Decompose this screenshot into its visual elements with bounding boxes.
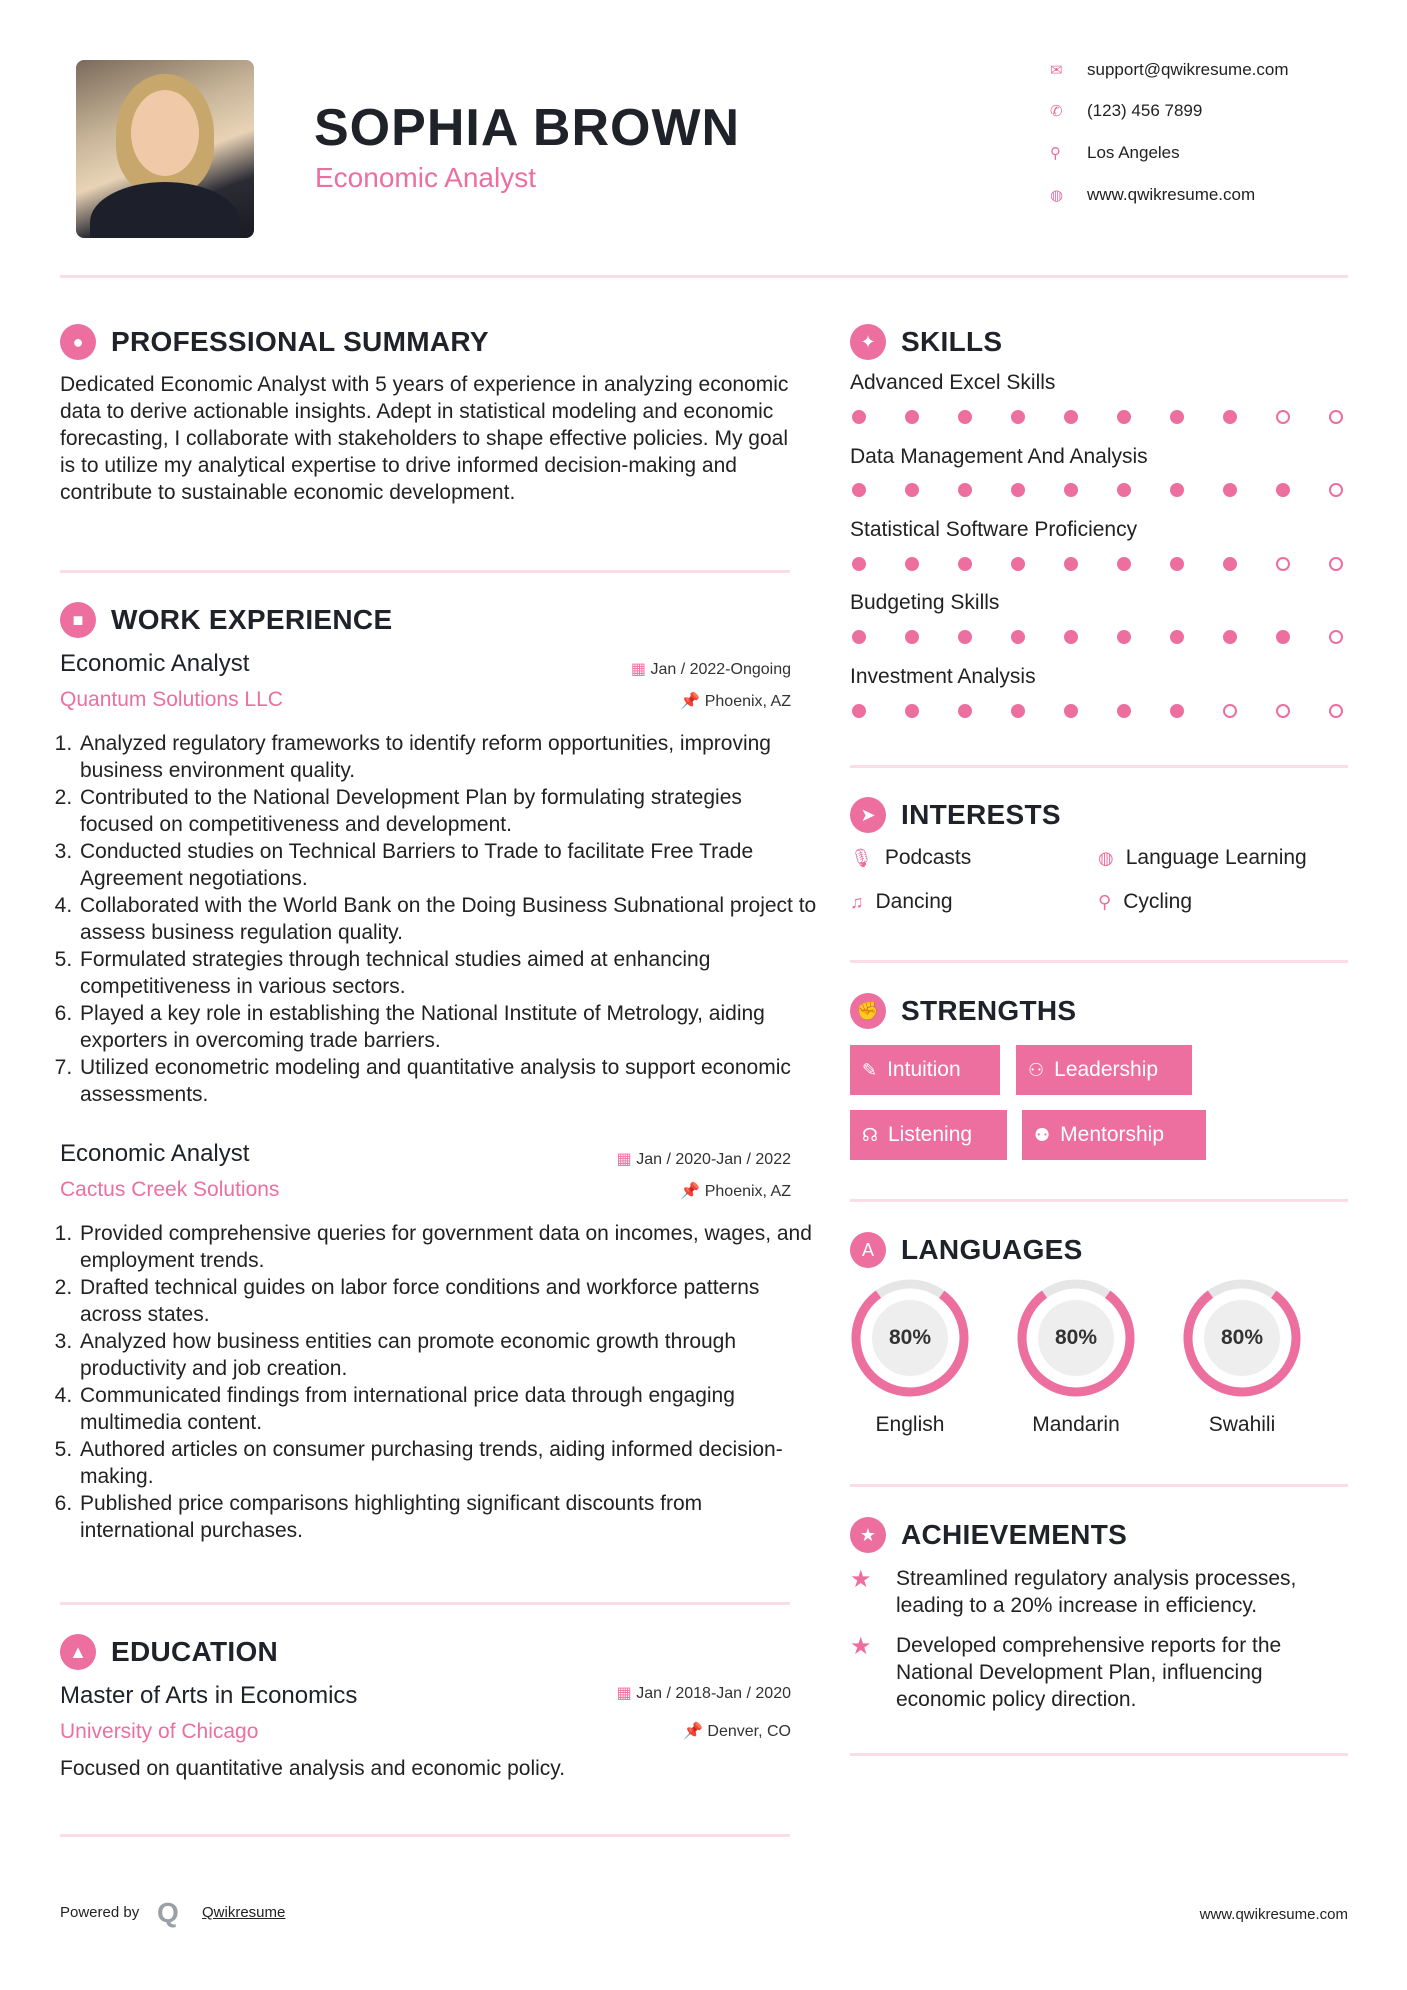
rating-dot-empty [1329, 704, 1343, 718]
person-icon: ● [60, 324, 96, 360]
rating-dot-filled [1170, 557, 1184, 571]
rating-dot-filled [1223, 630, 1237, 644]
star-badge-icon: ★ [850, 1517, 886, 1553]
phone-icon: ✆ [1050, 103, 1063, 120]
job-bullets [60, 1220, 818, 1544]
achievement-item: Streamlined regulatory analysis processes, leading to a 20% increase in efficiency. [896, 1567, 1297, 1617]
rating-dot-filled [905, 704, 919, 718]
rating-dot-filled [958, 557, 972, 571]
mail-icon: ✉ [1050, 62, 1063, 79]
achievements-divider [850, 1753, 1348, 1756]
header-divider [60, 275, 1348, 278]
rating-dot-filled [852, 410, 866, 424]
achievement-item: Developed comprehensive reports for the National Development Plan, influencing economic policy direction. [896, 1634, 1282, 1711]
job-title: Economic Analyst [60, 1140, 250, 1167]
strength-badge: ⚉ Mentorship [1022, 1110, 1206, 1160]
graduation-icon: ▲ [60, 1634, 96, 1670]
list-item: 7. Utilized econometric modeling and quantitative analysis to support economic assessments. [78, 1054, 818, 1108]
rating-dot-filled [905, 557, 919, 571]
interests-heading: INTERESTS [901, 799, 1061, 830]
candidate-title: Economic Analyst [315, 162, 536, 193]
achievements-heading: ACHIEVEMENTS [901, 1519, 1128, 1550]
rating-dot-filled [905, 483, 919, 497]
rating-dot-filled [958, 630, 972, 644]
magic-wand-icon: ✎ [862, 1060, 878, 1080]
strength-badge: ✎ Intuition [850, 1045, 1000, 1095]
rating-dot-filled [1011, 704, 1025, 718]
education-location: 📌 Denver, CO [683, 1723, 791, 1740]
experience-heading: WORK EXPERIENCE [111, 604, 393, 635]
experience-divider [60, 1602, 790, 1605]
interest-podcasts: 🎙 Podcasts [850, 846, 972, 869]
education-heading: EDUCATION [111, 1636, 279, 1667]
rating-dot-empty [1329, 630, 1343, 644]
lightbulb-icon: ✦ [850, 324, 886, 360]
job-company: Cactus Creek Solutions [60, 1178, 280, 1201]
rating-dot-filled [1011, 557, 1025, 571]
rating-dot-filled [1223, 557, 1237, 571]
languages-heading: LANGUAGES [901, 1234, 1083, 1265]
summary-text: Dedicated Economic Analyst with 5 years of experience in analyzing economic data to derive actionable insights. Adept in statistical modeling and economic forecasting, I collaborate with stakeholders to shape effective policies. My goal is to utilize my analytical expertise to drive informed decision-making and contribute to sustainable economic development. [60, 373, 789, 504]
rating-dot-empty [1276, 557, 1290, 571]
skills-divider [850, 765, 1348, 768]
language-percent: 80% [888, 1326, 932, 1349]
rating-dot-empty [1276, 704, 1290, 718]
rating-dot-filled [1064, 410, 1078, 424]
pin-icon: 📌 [680, 693, 705, 710]
footer-url[interactable]: www.qwikresume.com [1199, 1906, 1348, 1923]
rating-dot-filled [852, 704, 866, 718]
list-item: 3. Conducted studies on Technical Barriers to Trade to facilitate Free Trade Agreement negotiations. [78, 838, 818, 892]
rating-dot-filled [1117, 704, 1131, 718]
language-icon: A [850, 1232, 886, 1268]
skill-name: Advanced Excel Skills [850, 371, 1056, 394]
job-company: Quantum Solutions LLC [60, 688, 283, 711]
pin-icon: 📌 [683, 1723, 708, 1740]
rating-dot-filled [1064, 483, 1078, 497]
rating-dot-filled [905, 410, 919, 424]
rating-dot-filled [958, 483, 972, 497]
rating-dot-filled [1117, 410, 1131, 424]
bicycle-icon: ⚲ [1098, 892, 1112, 912]
rating-dot-filled [1011, 483, 1025, 497]
school-name: University of Chicago [60, 1720, 259, 1743]
education-description: Focused on quantitative analysis and economic policy. [60, 1757, 566, 1780]
job-dates: ▦ Jan / 2020-Jan / 2022 [616, 1151, 791, 1168]
summary-heading: PROFESSIONAL SUMMARY [111, 326, 489, 357]
list-item: 1. Analyzed regulatory frameworks to identify reform opportunities, improving business environment quality. [78, 730, 818, 784]
rating-dot-empty [1329, 410, 1343, 424]
rating-dot-filled [1117, 483, 1131, 497]
strengths-divider [850, 1199, 1348, 1202]
users-icon: ⚇ [1028, 1060, 1045, 1080]
language-name: English [875, 1413, 945, 1436]
rating-dot-empty [1223, 704, 1237, 718]
job-dates: ▦ Jan / 2022-Ongoing [630, 661, 791, 678]
list-item: 1. Provided comprehensive queries for government data on incomes, wages, and employment trends. [78, 1220, 818, 1274]
rating-dot-filled [1011, 410, 1025, 424]
education-divider [60, 1834, 790, 1837]
language-ring [1015, 1277, 1137, 1399]
candidate-name: SOPHIA BROWN [314, 99, 741, 157]
qwikresume-logo-icon: Q [157, 1897, 179, 1928]
rating-dot-filled [1276, 483, 1290, 497]
rating-dot-filled [1064, 557, 1078, 571]
microphone-icon: 🎙 [850, 848, 873, 868]
location-pin-icon: ⚲ [1050, 145, 1061, 162]
rating-dot-filled [1170, 483, 1184, 497]
language-ring [1181, 1277, 1303, 1399]
music-note-icon: ♫ [850, 892, 864, 912]
interest-language-learning: ◍ Language Learning [1098, 846, 1307, 869]
language-percent: 80% [1054, 1326, 1098, 1349]
globe-icon: ◍ [1050, 187, 1064, 204]
rating-dot-filled [852, 557, 866, 571]
list-item: 4. Collaborated with the World Bank on the Doing Business Subnational project to assess business regulation quality. [78, 892, 818, 946]
interest-cycling: ⚲ Cycling [1098, 890, 1193, 913]
rating-dot-filled [1170, 704, 1184, 718]
strengths-heading: STRENGTHS [901, 995, 1077, 1026]
headphones-icon: ☊ [862, 1125, 878, 1145]
calendar-icon: ▦ [616, 1685, 637, 1702]
fist-icon: ✊ [850, 993, 886, 1029]
strength-badge: ☊ Listening [850, 1110, 1007, 1160]
rating-dot-filled [1276, 630, 1290, 644]
rating-dot-filled [1223, 483, 1237, 497]
list-item: 6. Played a key role in establishing the National Institute of Metrology, aiding exporters in overcoming trade barriers. [78, 1000, 818, 1054]
strength-badge: ⚇ Leadership [1016, 1045, 1192, 1095]
skills-heading: SKILLS [901, 326, 1003, 357]
brand-link[interactable]: Qwikresume [202, 1904, 286, 1921]
job-title: Economic Analyst [60, 650, 250, 677]
powered-by-label: Powered by [60, 1904, 140, 1921]
rating-dot-filled [1170, 410, 1184, 424]
rating-dot-filled [1064, 630, 1078, 644]
skill-name: Data Management And Analysis [850, 445, 1148, 468]
rating-dot-filled [1117, 557, 1131, 571]
rating-dot-filled [905, 630, 919, 644]
rating-dot-filled [958, 410, 972, 424]
rating-dot-filled [852, 483, 866, 497]
list-item: 2. Contributed to the National Development Plan by formulating strategies focused on competitiveness and development. [78, 784, 818, 838]
summary-divider [60, 570, 790, 573]
globe-icon: ◍ [1098, 848, 1114, 868]
job-bullets [60, 730, 818, 1108]
user-plus-icon: ⚉ [1034, 1125, 1051, 1145]
list-item: 3. Analyzed how business entities can promote economic growth through productivity and job creation. [78, 1328, 818, 1382]
briefcase-icon: ■ [60, 602, 96, 638]
rating-dot-filled [1011, 630, 1025, 644]
job-location: 📌 Phoenix, AZ [680, 693, 791, 710]
paper-plane-icon: ➤ [850, 797, 886, 833]
rating-dot-empty [1329, 483, 1343, 497]
language-percent: 80% [1220, 1326, 1264, 1349]
calendar-icon: ▦ [616, 1151, 637, 1168]
rating-dot-empty [1276, 410, 1290, 424]
list-item: 5. Authored articles on consumer purchasing trends, aiding informed decision-making. [78, 1436, 818, 1490]
rating-dot-empty [1329, 557, 1343, 571]
language-ring [849, 1277, 971, 1399]
star-icon: ★ [850, 1566, 872, 1593]
languages-divider [850, 1484, 1348, 1487]
rating-dot-filled [852, 630, 866, 644]
list-item: 2. Drafted technical guides on labor force conditions and workforce patterns across states. [78, 1274, 818, 1328]
list-item: 4. Communicated findings from international price data through engaging multimedia content. [78, 1382, 818, 1436]
degree-title: Master of Arts in Economics [60, 1682, 358, 1709]
rating-dot-filled [958, 704, 972, 718]
list-item: 6. Published price comparisons highlighting significant discounts from international purchases. [78, 1490, 818, 1544]
rating-dot-filled [1064, 704, 1078, 718]
rating-dot-filled [1117, 630, 1131, 644]
skill-name: Budgeting Skills [850, 591, 1000, 614]
skill-name: Investment Analysis [850, 665, 1036, 688]
list-item: 5. Formulated strategies through technical studies aimed at enhancing competitiveness in various sectors. [78, 946, 818, 1000]
interests-divider [850, 960, 1348, 963]
resume-page: SOPHIA BROWN Economic Analyst ✉ support@qwikresume.com ✆ (123) 456 7899 ⚲ Los Angeles ◍ www.qwikresume.com ● PROFESSIONAL SUMMARY Dedicated Economic Analyst with 5 years of experience in analyzing economic data to derive actionable insights. Adept in statistical modeling and economic forecasting, I collaborate with stakeholders to shape effective policies. My goal is to utilize my analytical expertise to drive informed decision-making and contribute to sustainable economic development. ■ WORK EXPERIENCE Economic Analyst Quantum Solutions LLC ▦ Jan / 2022-Ongoing 📌 Phoenix, AZ 1. Analyzed regulatory frameworks to identify reform opportunities, improving business environment quality. 2. Contributed to the National Development Plan by formulating strategies focused on competitiveness and development. 3. Conducted studies on Technical Barriers to Trade to facilitate Free Trade Agreement negotiations. 4. Collaborated with the World Bank on the Doing Business Subnational project to assess business regulation quality. 5. Formulated strategies through technical studies aimed at enhancing competitiveness in various sectors. 6. Played a key role in establishing the National Institute of Metrology, aiding exporters in overcoming trade barriers. 7. Utilized econometric modeling and quantitative analysis to support economic assessments. Economic Analyst Cactus Creek Solutions ▦ Jan / 2020-Jan / 2022 📌 Phoenix, AZ 1. Provided comprehensive queries for government data on incomes, wages, and employment trends. 2. Drafted technical guides on labor force conditions and workforce patterns across states. 3. Analyzed how business entities can promote economic growth through productivity and job creation. 4. Communicated findings from international price data through engaging multimedia content. 5. Authored articles on consumer purchasing trends, aiding informed decision-making. 6. Published price comparisons highlighting significant discounts from international purchases. ▲ EDUCATION Master of Arts in Economics University of Chicago ▦ Jan / 2018-Jan / 2020 📌 Denver, CO Focused on quantitative analysis and economic policy. ✦ SKILLS Advanced Excel Skills Data Management And Analysis Statistical Software Proficiency Budgeting Skills Investment Analysis ➤ INTERESTS 🎙 Podcasts ◍ Language Learning ♫ Dancing ⚲ Cycling ✊ STRENGTHS ✎ Intuition ⚇ Leadership ☊ Listening ⚉ Mentorship A LANGUAGES 80% English 80% Mandarin 80% Swahili ★ ACHIEVEMENTS ★ Streamlined regulatory analysis processes, leading to a 20% increase in efficiency. ★ Developed comprehensive reports for the National Development Plan, influencing economic policy direction. Powered by Q Qwikresume www.qwikresume.com [0, 0, 1407, 1990]
job-location: 📌 Phoenix, AZ [680, 1183, 791, 1200]
language-name: Mandarin [1032, 1413, 1120, 1436]
star-icon: ★ [850, 1633, 872, 1660]
rating-dot-filled [1223, 410, 1237, 424]
interest-dancing: ♫ Dancing [850, 890, 953, 913]
profile-photo [76, 60, 254, 238]
education-dates: ▦ Jan / 2018-Jan / 2020 [616, 1685, 791, 1702]
skill-name: Statistical Software Proficiency [850, 518, 1138, 541]
pin-icon: 📌 [680, 1183, 705, 1200]
calendar-icon: ▦ [630, 661, 651, 678]
language-name: Swahili [1208, 1413, 1276, 1436]
rating-dot-filled [1170, 630, 1184, 644]
